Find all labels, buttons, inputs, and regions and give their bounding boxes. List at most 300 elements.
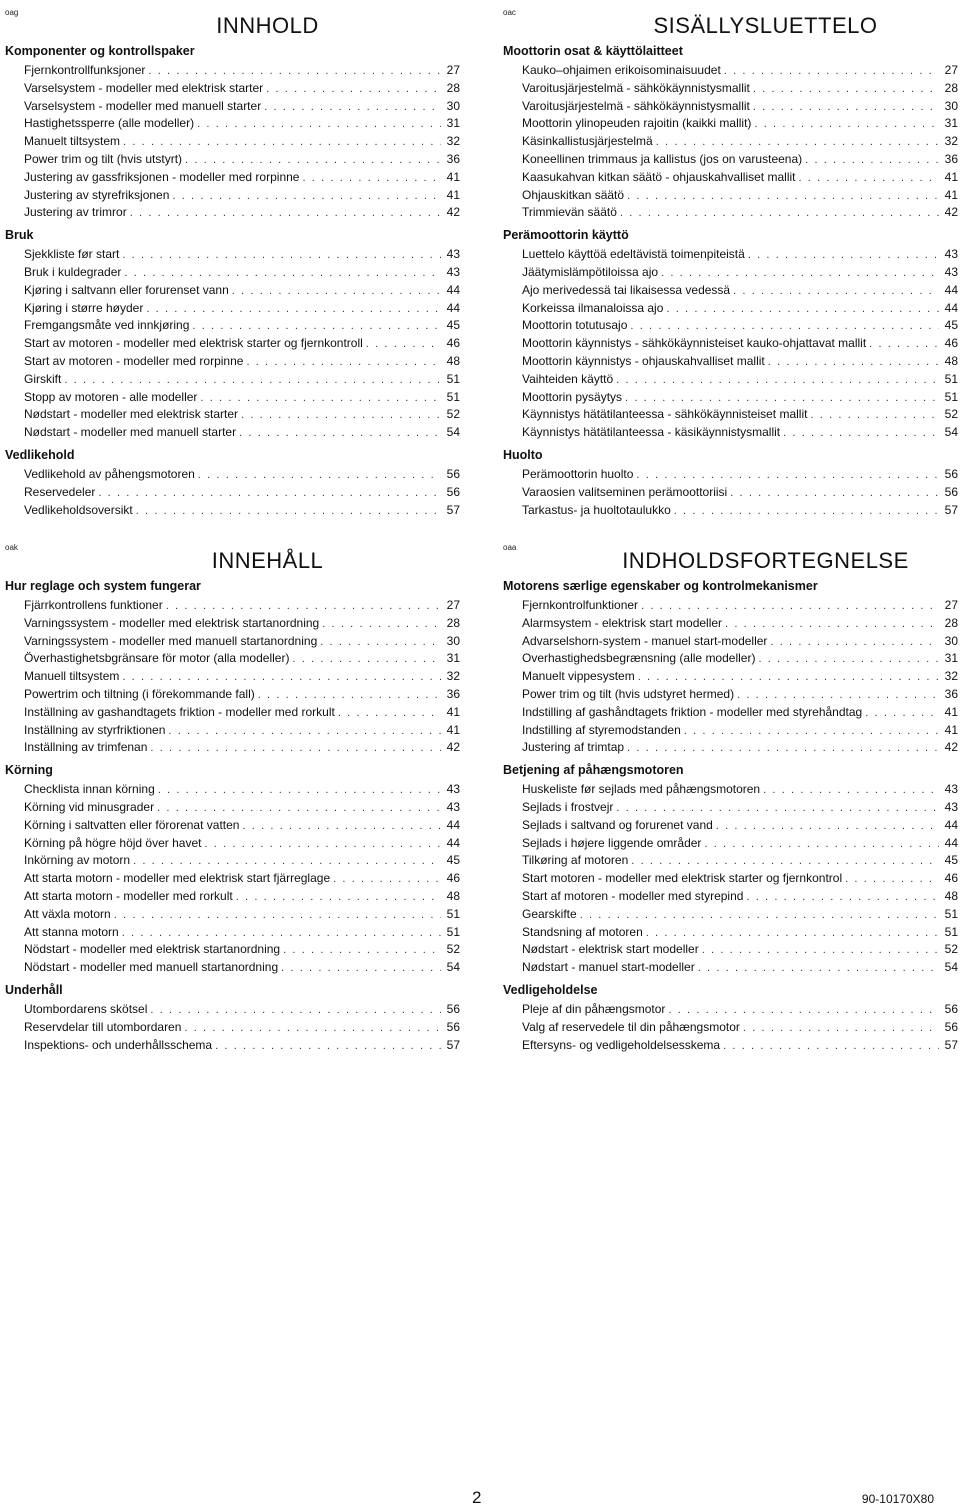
- dot-leader: [636, 467, 939, 485]
- entry-page: 48: [944, 888, 958, 903]
- dot-leader: [625, 390, 939, 408]
- entry-title: Pleje af din påhængsmotor: [522, 1001, 666, 1016]
- toc-entry: [24, 1001, 460, 1019]
- dot-leader: [743, 1020, 939, 1038]
- entry-list: [503, 781, 958, 977]
- entry-title: Nödstart - modeller med manuell startanordning: [24, 960, 279, 975]
- toc-entry: [522, 502, 958, 520]
- entry-page: 42: [944, 205, 958, 220]
- document-number: 90-10170X80: [861, 1492, 934, 1506]
- toc-entry: [24, 704, 460, 722]
- dot-leader: [185, 152, 441, 170]
- dot-leader: [64, 372, 441, 390]
- dot-leader: [322, 616, 441, 634]
- dot-leader: [236, 889, 441, 907]
- toc-entry: [522, 371, 958, 389]
- entry-title: Varningssystem - modeller med elektrisk startanordning: [24, 615, 320, 630]
- toc-entry: [24, 246, 460, 264]
- toc-norwegian: [5, 8, 460, 522]
- entry-page: 46: [446, 336, 460, 351]
- toc-entry: [24, 115, 460, 133]
- toc-entry: [24, 668, 460, 686]
- dot-leader: [283, 942, 441, 960]
- toc-entry: [522, 888, 958, 906]
- entry-title: Overhastighedsbegrænsning (alle modeller): [522, 651, 756, 666]
- section-heading: Körning: [5, 763, 53, 778]
- entry-page: 41: [446, 187, 460, 202]
- entry-title: Nødstart - elektrisk start modeller: [522, 942, 699, 957]
- entry-title: Varningssystem - modeller med manuell startanordning: [24, 633, 318, 648]
- dot-leader: [661, 265, 939, 283]
- entry-page: 43: [944, 782, 958, 797]
- dot-leader: [320, 634, 441, 652]
- toc-entry: [24, 650, 460, 668]
- dot-leader: [338, 705, 441, 723]
- entry-title: Utombordarens skötsel: [24, 1001, 148, 1016]
- entry-title: Luettelo käyttöä edeltävistä toimenpiteistä: [522, 247, 745, 262]
- section-heading: Betjening af påhængsmotoren: [503, 763, 684, 778]
- entry-title: Inställning av gashandtagets friktion - modeller med rorkult: [24, 704, 335, 719]
- entry-page: 31: [944, 651, 958, 666]
- dot-leader: [150, 1002, 441, 1020]
- entry-title: Vedlikeholdsoversikt: [24, 502, 133, 517]
- entry-title: Tarkastus- ja huoltotaulukko: [522, 502, 671, 517]
- entry-title: Powertrim och tiltning (i förekommande fall): [24, 686, 255, 701]
- entry-page: 27: [446, 63, 460, 77]
- toc-title: INNEHÅLL: [211, 548, 324, 573]
- entry-page: 28: [446, 615, 460, 630]
- entry-title: Indstilling af styremodstanden: [522, 722, 681, 737]
- dot-leader: [763, 782, 939, 800]
- entry-title: Jäätymislämpötiloissa ajo: [522, 264, 659, 279]
- entry-title: Sejlads i saltvand og forurenet vand: [522, 817, 713, 832]
- dot-leader: [783, 425, 939, 443]
- toc-entry: [522, 959, 958, 977]
- entry-title: Gearskifte: [522, 906, 577, 921]
- dot-leader: [758, 651, 939, 669]
- entry-title: Manuelt tiltsystem: [24, 134, 121, 149]
- entry-page: 43: [446, 782, 460, 797]
- entry-title: Käynnistys hätätilanteessa - sähkökäynnisteiset mallit: [522, 407, 808, 422]
- entry-title: Kjøring i saltvann eller forurenset vann: [24, 282, 229, 297]
- entry-page: 41: [446, 722, 460, 737]
- entry-title: Trimmievän säätö: [522, 205, 617, 220]
- toc-entry: [24, 722, 460, 740]
- toc-entry: [522, 424, 958, 442]
- toc-entry: [24, 282, 460, 300]
- entry-title: Eftersyns- og vedligeholdelsesskema: [522, 1037, 721, 1052]
- entry-title: Justering av styrefriksjonen: [24, 187, 170, 202]
- entry-page: 30: [944, 98, 958, 113]
- entry-title: Att starta motorn - modeller med rorkult: [24, 888, 233, 903]
- entry-list: [5, 246, 460, 442]
- toc-entry: [24, 870, 460, 888]
- entry-title: Moottorin käynnistys - sähkökäynnisteiset kauko-ohjattavat mallit: [522, 336, 867, 351]
- entry-page: 44: [944, 835, 958, 850]
- language-code: oag: [5, 8, 19, 17]
- toc-entry: [24, 835, 460, 853]
- toc-entry: [522, 98, 958, 116]
- dot-leader: [158, 782, 441, 800]
- toc-entry: [522, 246, 958, 264]
- toc-entry: [522, 80, 958, 98]
- entry-title: Ajo merivedessä tai likaisessa vedessä: [522, 282, 731, 297]
- entry-page: 32: [446, 669, 460, 684]
- toc-entry: [24, 959, 460, 977]
- entry-page: 31: [446, 651, 460, 666]
- entry-page: 46: [944, 871, 958, 886]
- entry-title: Sejlads i højere liggende områder: [522, 835, 702, 850]
- toc-entry: [522, 484, 958, 502]
- entry-title: Sejlads i frostvejr: [522, 799, 614, 814]
- entry-title: Koneellinen trimmaus ja kallistus (jos on varusteena): [522, 151, 803, 166]
- section-heading: Motorens særlige egenskaber og kontrolmekanismer: [503, 579, 818, 593]
- entry-page: 36: [944, 151, 958, 166]
- toc-entry: [522, 799, 958, 817]
- entry-page: 31: [944, 116, 958, 131]
- entry-page: 42: [446, 205, 460, 220]
- entry-page: 52: [446, 407, 460, 422]
- toc-entry: [24, 817, 460, 835]
- dot-leader: [869, 336, 939, 354]
- entry-page: 32: [944, 134, 958, 149]
- dot-leader: [641, 598, 939, 616]
- dot-leader: [122, 925, 441, 943]
- dot-leader: [258, 687, 441, 705]
- toc-entry: [522, 597, 958, 615]
- toc-entry: [522, 1037, 958, 1055]
- dot-leader: [620, 205, 939, 223]
- dot-leader: [753, 81, 939, 99]
- toc-entry: [522, 115, 958, 133]
- entry-page: 42: [944, 740, 958, 755]
- toc-entry: [24, 739, 460, 757]
- entry-page: 57: [446, 502, 460, 517]
- toc-entry: [24, 353, 460, 371]
- entry-page: 41: [944, 169, 958, 184]
- toc-entry: [24, 852, 460, 870]
- entry-page: 56: [944, 466, 958, 481]
- entry-title: Sjekkliste før start: [24, 247, 120, 262]
- entry-title: Ohjauskitkan säätö: [522, 187, 625, 202]
- dot-leader: [333, 871, 441, 889]
- entry-page: 43: [944, 264, 958, 279]
- entry-page: 57: [944, 502, 958, 517]
- entry-title: Nødstart - modeller med elektrisk starter: [24, 407, 239, 422]
- entry-title: Moottorin pysäytys: [522, 389, 623, 404]
- entry-title: Standsning af motoren: [522, 924, 643, 939]
- dot-leader: [366, 336, 441, 354]
- toc-entry: [24, 151, 460, 169]
- entry-title: Fjernkontrolfunktioner: [522, 598, 639, 612]
- toc-entry: [522, 722, 958, 740]
- dot-leader: [133, 853, 441, 871]
- entry-page: 44: [446, 282, 460, 297]
- dot-leader: [166, 598, 441, 616]
- entry-page: 41: [944, 722, 958, 737]
- toc-entry: [522, 282, 958, 300]
- toc-entry: [522, 406, 958, 424]
- section-heading: Bruk: [5, 228, 34, 243]
- entry-title: Nødstart - modeller med manuell starter: [24, 425, 237, 440]
- dot-leader: [630, 318, 939, 336]
- entry-page: 31: [446, 116, 460, 131]
- dot-leader: [704, 836, 939, 854]
- dot-leader: [753, 99, 939, 117]
- toc-entry: [522, 668, 958, 686]
- entry-title: Körning vid minusgrader: [24, 799, 155, 814]
- entry-title: Varaosien valitseminen perämoottoriisi: [522, 484, 728, 499]
- dot-leader: [748, 247, 939, 265]
- entry-title: Reservdelar till utombordaren: [24, 1019, 182, 1034]
- entry-page: 41: [944, 187, 958, 202]
- entry-title: Att starta motorn - modeller med elektrisk start fjärreglage: [24, 871, 331, 886]
- toc-entry: [24, 1019, 460, 1037]
- entry-list: [503, 466, 958, 519]
- entry-title: Varoitusjärjestelmä - sähkökäynnistysmallit: [522, 98, 750, 113]
- toc-entry: [522, 353, 958, 371]
- entry-title: Alarmsystem - elektrisk start modeller: [522, 615, 723, 630]
- entry-page: 44: [944, 817, 958, 832]
- entry-page: 51: [944, 389, 958, 404]
- entry-list: [5, 597, 460, 757]
- section-heading: Perämoottorin käyttö: [503, 228, 629, 243]
- entry-title: Kaasukahvan kitkan säätö - ohjauskahvalliset mallit: [522, 169, 796, 184]
- toc-entry: [522, 781, 958, 799]
- dot-leader: [631, 853, 939, 871]
- dot-leader: [770, 634, 939, 652]
- dot-leader: [746, 889, 939, 907]
- dot-leader: [674, 503, 939, 521]
- dot-leader: [805, 152, 939, 170]
- entry-title: Stopp av motoren - alle modeller: [24, 389, 198, 404]
- dot-leader: [241, 407, 441, 425]
- dot-leader: [737, 687, 939, 705]
- dot-leader: [646, 925, 939, 943]
- entry-page: 57: [944, 1037, 958, 1052]
- toc-entry: [24, 406, 460, 424]
- dot-leader: [148, 63, 441, 81]
- section-heading: Vedlikehold: [5, 447, 75, 462]
- toc-entry: [522, 906, 958, 924]
- entry-page: 46: [446, 871, 460, 886]
- toc-entry: [24, 264, 460, 282]
- toc-entry: [522, 466, 958, 484]
- toc-entry: [24, 633, 460, 651]
- entry-title: Fjernkontrollfunksjoner: [24, 63, 146, 77]
- toc-entry: [522, 204, 958, 222]
- toc-entry: [24, 317, 460, 335]
- entry-page: 32: [944, 669, 958, 684]
- toc-entry: [522, 924, 958, 942]
- entry-page: 41: [446, 169, 460, 184]
- entry-page: 41: [446, 704, 460, 719]
- toc-entry: [522, 264, 958, 282]
- dot-leader: [616, 372, 939, 390]
- dot-leader: [124, 265, 441, 283]
- toc-entry: [522, 335, 958, 353]
- entry-page: 30: [446, 633, 460, 648]
- dot-leader: [302, 170, 441, 188]
- dot-leader: [130, 205, 441, 223]
- entry-title: Kjøring i større høyder: [24, 300, 144, 315]
- entry-page: 44: [944, 300, 958, 315]
- entry-title: Hastighetssperre (alle modeller): [24, 116, 195, 131]
- entry-page: 48: [446, 888, 460, 903]
- entry-list: [5, 1001, 460, 1054]
- entry-title: Varselsystem - modeller med elektrisk starter: [24, 80, 264, 95]
- toc-entry: [522, 300, 958, 318]
- entry-page: 43: [944, 247, 958, 262]
- dot-leader: [184, 1020, 441, 1038]
- toc-entry: [522, 389, 958, 407]
- entry-page: 54: [944, 425, 958, 440]
- dot-leader: [638, 669, 939, 687]
- toc-entry: [24, 799, 460, 817]
- toc-entry: [522, 686, 958, 704]
- entry-page: 43: [446, 799, 460, 814]
- entry-page: 51: [944, 924, 958, 939]
- entry-title: Inkörning av motorn: [24, 853, 131, 868]
- toc-entry: [522, 817, 958, 835]
- toc-entry: [522, 151, 958, 169]
- entry-title: Justering af trimtap: [522, 740, 625, 755]
- toc-entry: [24, 389, 460, 407]
- entry-title: Nødstart - manuel start-modeller: [522, 960, 695, 975]
- toc-entry: [24, 615, 460, 633]
- entry-title: Moottorin totutusajo: [522, 318, 628, 333]
- toc-entry: [24, 924, 460, 942]
- toc-entry: [24, 941, 460, 959]
- entry-page: 28: [944, 615, 958, 630]
- toc-entry: [522, 1001, 958, 1019]
- dot-leader: [724, 63, 939, 81]
- dot-leader: [215, 1038, 441, 1056]
- dot-leader: [725, 616, 939, 634]
- entry-page: 51: [944, 906, 958, 921]
- section-heading: Huolto: [503, 447, 543, 462]
- entry-page: 51: [446, 906, 460, 921]
- entry-page: 27: [944, 63, 958, 77]
- entry-list: [5, 62, 460, 222]
- entry-title: Inställning av styrfriktionen: [24, 722, 166, 737]
- entry-page: 36: [446, 151, 460, 166]
- dot-leader: [198, 467, 441, 485]
- entry-page: 30: [944, 633, 958, 648]
- entry-page: 44: [446, 835, 460, 850]
- dot-leader: [114, 907, 441, 925]
- entry-title: Nödstart - modeller med elektrisk startanordning: [24, 942, 281, 957]
- entry-page: 46: [944, 336, 958, 351]
- entry-page: 27: [446, 598, 460, 612]
- entry-page: 56: [446, 1019, 460, 1034]
- toc-entry: [522, 317, 958, 335]
- dot-leader: [197, 116, 441, 134]
- toc-entry: [522, 650, 958, 668]
- dot-leader: [98, 485, 441, 503]
- entry-title: Överhastighetsbgränsare för motor (alla modeller): [24, 651, 290, 666]
- toc-entry: [24, 204, 460, 222]
- entry-page: 43: [446, 247, 460, 262]
- entry-title: Att växla motorn: [24, 906, 111, 921]
- toc-entry: [522, 169, 958, 187]
- toc-entry: [522, 852, 958, 870]
- toc-entry: [24, 466, 460, 484]
- entry-page: 54: [944, 960, 958, 975]
- dot-leader: [733, 283, 939, 301]
- entry-page: 27: [944, 598, 958, 612]
- entry-page: 48: [446, 353, 460, 368]
- entry-page: 48: [944, 353, 958, 368]
- entry-title: Power trim og tilt (hvis udstyret hermed): [522, 686, 735, 701]
- dot-leader: [200, 390, 441, 408]
- dot-leader: [723, 1038, 939, 1056]
- entry-title: Start av motoren - modeller med elektrisk starter og fjernkontroll: [24, 336, 363, 351]
- entry-page: 28: [944, 80, 958, 95]
- dot-leader: [123, 134, 441, 152]
- entry-title: Käynnistys hätätilanteessa - käsikäynnistysmallit: [522, 425, 781, 440]
- toc-entry: [522, 62, 958, 80]
- entry-page: 41: [944, 704, 958, 719]
- entry-page: 51: [944, 371, 958, 386]
- toc-finnish: [503, 8, 958, 522]
- entry-page: 36: [944, 686, 958, 701]
- entry-list: [5, 466, 460, 519]
- dot-leader: [810, 407, 939, 425]
- toc-entry: [522, 633, 958, 651]
- dot-leader: [264, 99, 441, 117]
- entry-title: Power trim og tilt (hvis utstyrt): [24, 151, 183, 166]
- dot-leader: [146, 301, 441, 319]
- entry-page: 52: [446, 942, 460, 957]
- entry-title: Vaihteiden käyttö: [522, 371, 614, 386]
- dot-leader: [798, 170, 939, 188]
- entry-page: 45: [446, 318, 460, 333]
- entry-list: [503, 246, 958, 442]
- entry-list: [5, 781, 460, 977]
- toc-entry: [24, 335, 460, 353]
- toc-entry: [24, 484, 460, 502]
- dot-leader: [242, 818, 441, 836]
- entry-page: 44: [446, 300, 460, 315]
- entry-title: Inspektions- och underhållsschema: [24, 1037, 213, 1052]
- toc-entry: [522, 704, 958, 722]
- toc-entry: [522, 739, 958, 757]
- dot-leader: [157, 800, 441, 818]
- entry-title: Start motoren - modeller med elektrisk starter og fjernkontrol: [522, 871, 843, 886]
- section-heading: Hur reglage och system fungerar: [5, 579, 201, 593]
- toc-title: INDHOLDSFORTEGNELSE: [622, 548, 909, 573]
- entry-title: Justering av trimror: [24, 205, 127, 220]
- toc-entry: [24, 133, 460, 151]
- dot-leader: [136, 503, 441, 521]
- toc-entry: [24, 502, 460, 520]
- entry-page: 52: [944, 942, 958, 957]
- entry-title: Justering av gassfriksjonen - modeller med rorpinne: [24, 169, 300, 184]
- dot-leader: [246, 354, 441, 372]
- section-heading: Komponenter og kontrollspaker: [5, 44, 195, 58]
- entry-title: Kauko–ohjaimen erikoisominaisuudet: [522, 63, 721, 77]
- dot-leader: [845, 871, 939, 889]
- dot-leader: [168, 723, 441, 741]
- toc-entry: [24, 98, 460, 116]
- dot-leader: [292, 651, 441, 669]
- entry-title: Korkeissa ilmanaloissa ajo: [522, 300, 664, 315]
- entry-title: Fjärrkontrollens funktioner: [24, 598, 163, 612]
- entry-page: 51: [446, 371, 460, 386]
- dot-leader: [239, 425, 441, 443]
- toc-danish: [503, 543, 958, 1057]
